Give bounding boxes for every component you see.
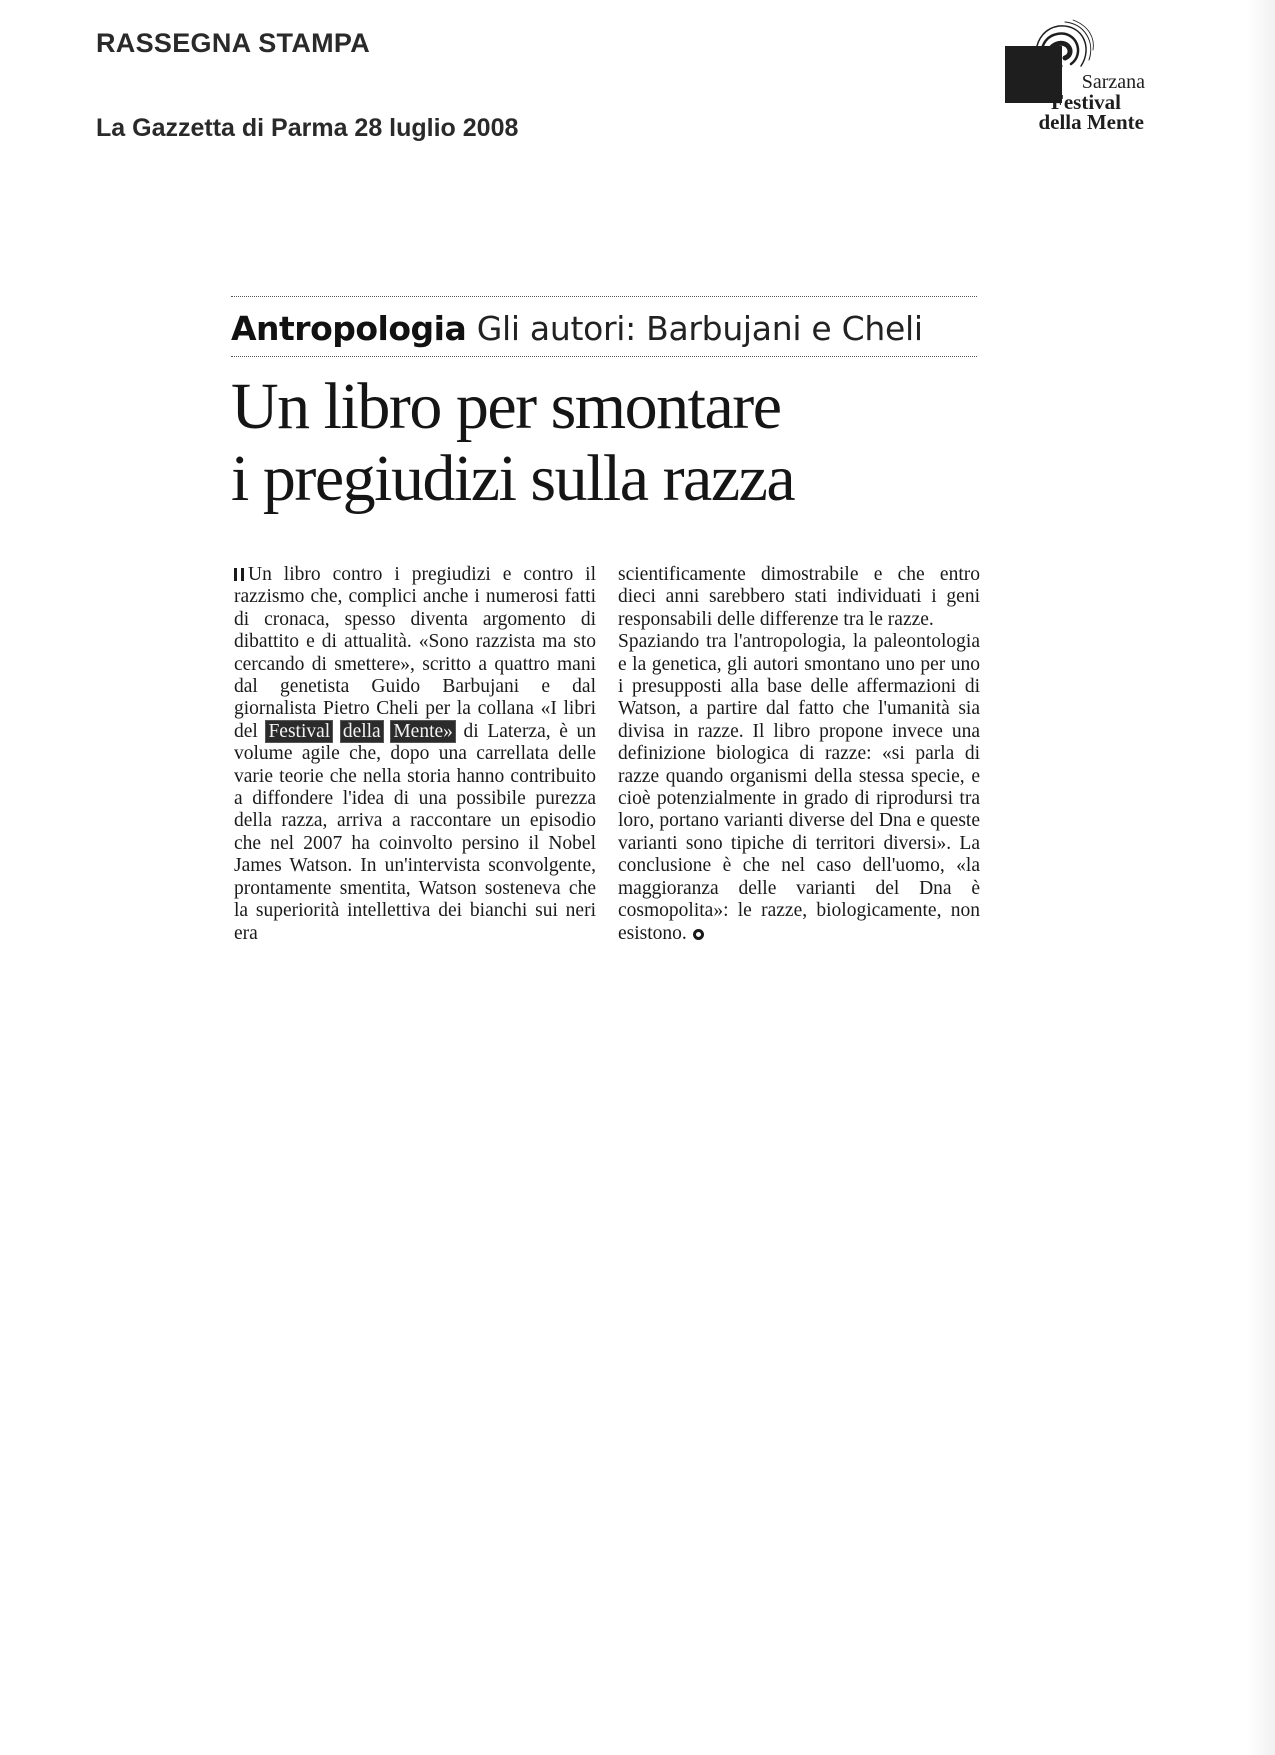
highlight-della: della [342, 720, 381, 742]
headline-line-2: i pregiudizi sulla razza [231, 442, 795, 515]
end-of-article-icon [693, 929, 704, 940]
kicker-rule-top [231, 296, 977, 297]
logo-line-festival: Festival [1051, 90, 1121, 114]
body-text: di Laterza, è un volume agile che, dopo una carrellata delle varie teorie che nella storia hanno contribuito a diffondere l'idea di una possibile purezza della razza, arriva a raccontare un episodio che nel 2007 ha coinvolto persino il Nobel James Watson. In un'intervista sconvolgente, prontamente smentita, Watson sosteneva che la superiorità intellettiva dei bianchi sui neri era [234, 720, 597, 944]
body-paragraph [618, 631, 980, 945]
logo-line-della-mente: della Mente [1038, 110, 1144, 134]
newspaper-source: La Gazzetta di Parma 28 luglio 2008 [96, 114, 519, 142]
highlight-festival: Festival [268, 720, 331, 742]
logo-wordmark [1005, 72, 1145, 132]
body-column-left [234, 564, 596, 945]
body-paragraph [234, 564, 596, 945]
kicker-rule-bottom [231, 356, 977, 357]
article-header [231, 296, 977, 515]
festival-logo [1005, 18, 1180, 143]
press-review-label: RASSEGNA STAMPA [96, 28, 371, 58]
article-body [231, 564, 980, 1044]
body-paragraph: scientificamente dimostrabile e che entro dieci anni sarebbero stati individuati i geni responsabili delle differenze tra le razze. [618, 564, 980, 630]
headline-line-1: Un libro per smontare [231, 370, 781, 443]
kicker-authors: Gli autori: Barbujani e Cheli [476, 309, 923, 348]
body-text: Un libro contro i pregiudizi e contro il razzismo che, complici anche i numerosi fatti di cronaca, spesso diventa argomento di dibattito e di attualità. «Sono razzista ma sto cercando di smettere», scritto a quattro mani dal genetista Guido Barbujani e dal giornalista Pietro Cheli per la collana «I libri del [234, 564, 596, 742]
logo-line-sarzana: Sarzana [1081, 71, 1145, 93]
kicker [231, 306, 977, 352]
lead-marker-icon [234, 568, 244, 581]
scan-edge [1247, 0, 1275, 1755]
kicker-section: Antropologia [231, 309, 467, 348]
headline [231, 371, 977, 515]
body-text: Spaziando tra l'antropologia, la paleontologia e la genetica, gli autori smontano uno per uno i presupposti alla base delle affermazioni di Watson, a partire dal fatto che l'umanità sia divisa in razze. Il libro propone invece una definizione biologica di razze: «si parla di razze quando organismi della stessa specie, e cioè potenzialmente in grado di riprodursi tra loro, portano varianti diverse del Dna e queste varianti sono tipiche di territori diversi». La conclusione è che nel caso dell'uomo, «la maggioranza delle varianti del Dna è cosmopolita»: le razze, biologicamente, non esistono. [618, 631, 980, 944]
highlight-mente: Mente» [393, 720, 453, 742]
body-column-right [618, 564, 980, 945]
